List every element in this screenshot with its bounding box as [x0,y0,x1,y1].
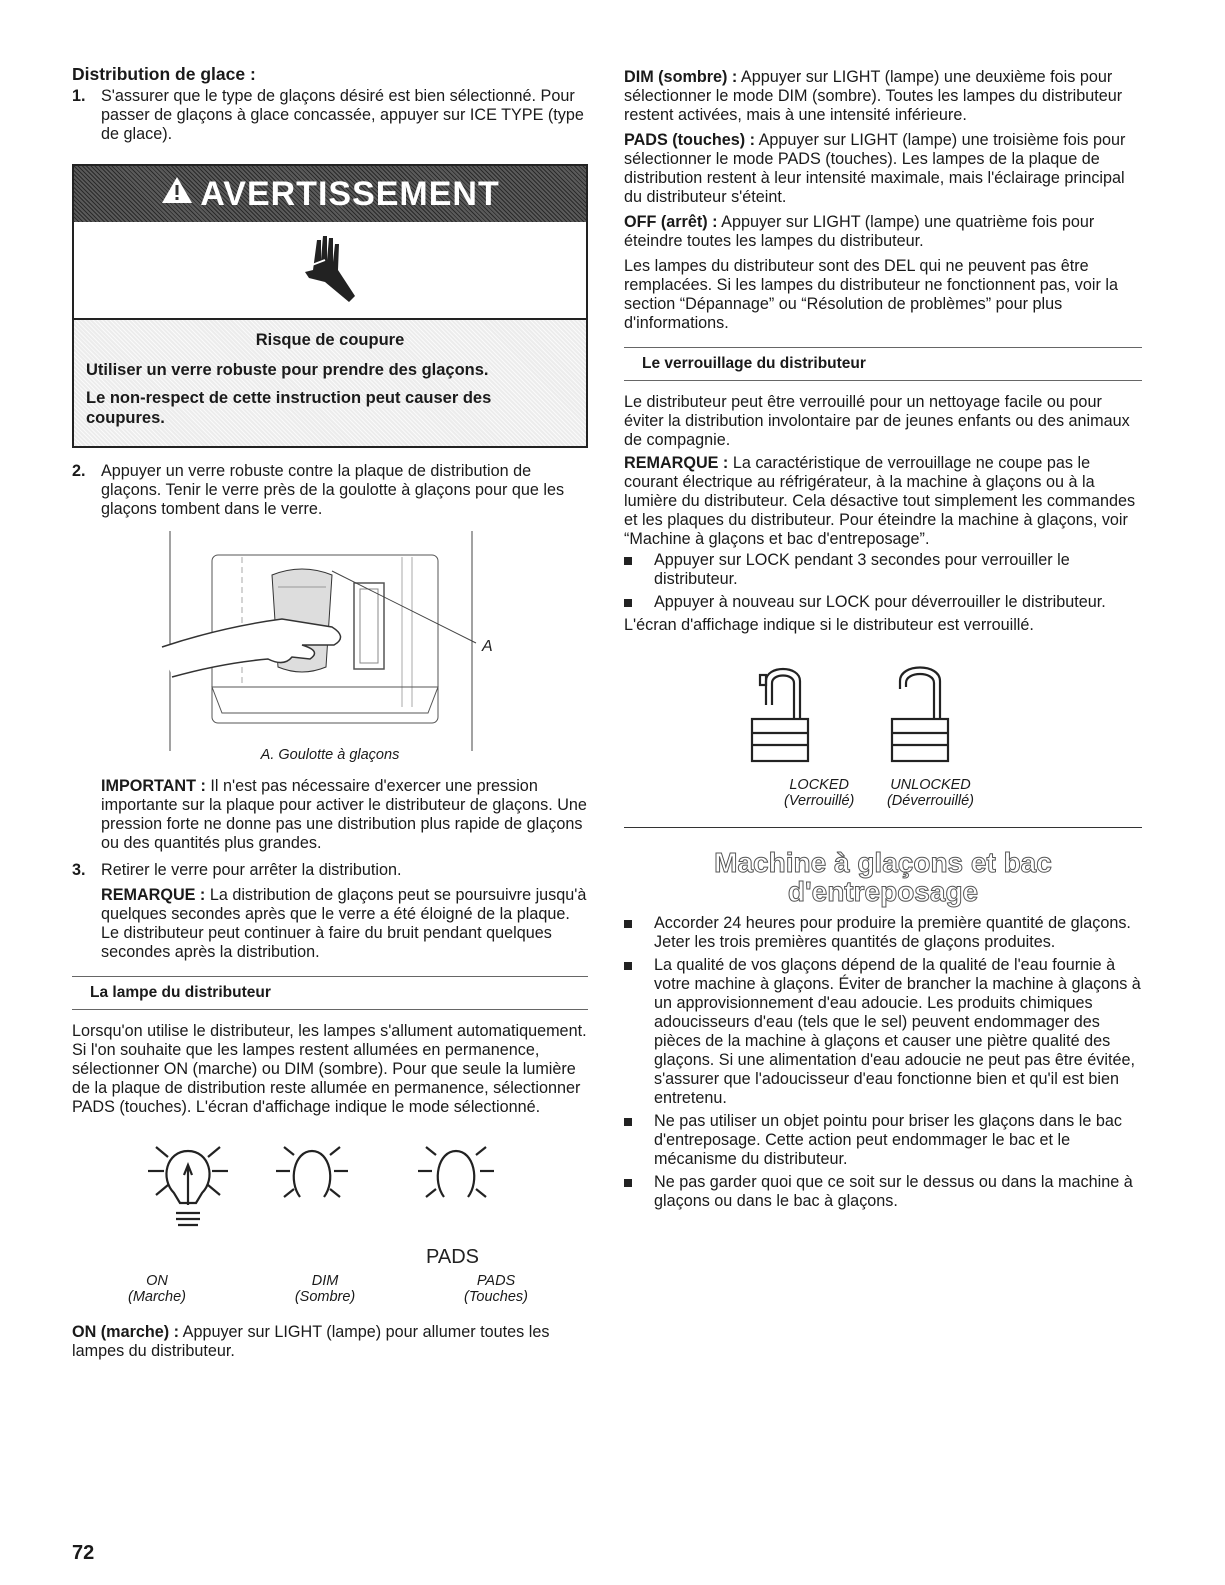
list-item [624,1112,1142,1169]
remarque-note [72,886,588,962]
lock-screen-text: L'écran d'affichage indique si le distributeur est verrouillé. [624,616,1034,634]
del-paragraph: Les lampes du distributeur sont des DEL qui ne peuvent pas être remplacées. Si les lampes du distributeur ne fonctionnent pas, voir la section “Dépannage” ou “Résolution de problèmes” pour plus d'informations. [624,257,1118,332]
lock-unlocked-label [887,777,974,809]
pads-paragraph [624,131,1142,207]
light-dim-icon [276,1147,348,1197]
ice-heading-line-2: d'entreposage [787,876,979,907]
figure-caption: A. Goulotte à glaçons [260,747,400,763]
ice-dispensing-heading: Distribution de glace : [72,64,256,84]
step-number: 1. [72,87,86,105]
lamp-section-heading: La lampe du distributeur [72,976,588,1010]
lock-remarque-text: La caractéristique de verrouillage ne coupe pas le courant électrique au réfrigérateur, à la machine à glaçons ou à la lumière du distributeur. Cela désactive tout simplement les commandes et les plaques du distributeur. Pour éteindre la machine à glaçons, voir “Machine à glaçons et bac d'entreposage”. [624,454,1136,548]
step-2 [72,462,588,519]
step-3 [72,861,588,880]
remarque-label: REMARQUE : [101,886,206,904]
dim-label: DIM (sombre) : [624,68,738,86]
figure-label-a: A [482,638,493,655]
ice-heading-line-1: Machine à glaçons et bac [714,847,1052,878]
right-column [624,68,1142,1215]
lock-section-heading: Le verrouillage du distributeur [624,347,1142,381]
bullet-icon [624,962,632,970]
locked-icon [752,669,808,761]
bullet-icon [624,1179,632,1187]
lock-remarque [624,454,1142,549]
dispenser-figure [72,527,588,755]
warning-header [74,166,586,222]
mode-label: ON [146,1273,168,1289]
pads-text: Appuyer sur LIGHT (lampe) une troisième fois pour sélectionner le mode PADS (touches). Les lampes de la plaque de distribution restent à leur intensité maximale, mais l'éclairage principal du distributeur s'éteint. [624,131,1126,206]
mode-label: DIM [311,1273,339,1289]
on-text: Appuyer sur LIGHT (lampe) pour allumer toutes les lampes du distributeur. [72,1323,550,1360]
warning-triangle-icon [160,175,194,214]
important-text: Il n'est pas nécessaire d'exercer une pression importante sur la plaque pour activer le distributeur de glaçons. Une pression forte ne donne pas une distribution plus rapide de glaçons ou des quantités plus grandes. [101,777,587,852]
lock-sub: (Déverrouillé) [886,793,974,809]
bullet-icon [624,557,632,565]
dim-text: Appuyer sur LIGHT (lampe) une deuxième fois pour sélectionner le mode DIM (sombre). Toutes les lampes du distributeur restent activées, mais à une intensité inférieure. [624,68,1123,124]
dim-paragraph [624,68,1142,125]
lock-locked-label [784,777,854,809]
important-note [72,777,588,853]
bullet-text: Ne pas garder quoi que ce soit sur le dessus ou dans la machine à glaçons ou dans le bac à glaçons. [654,1173,1133,1210]
light-mode-labels [128,1273,528,1305]
off-label: OFF (arrêt) : [624,213,718,231]
page-number: 72 [72,1542,95,1564]
lock-figure [624,659,1142,769]
pads-icon-text: PADS [426,1246,479,1267]
left-column [72,64,588,1361]
bullet-text: Accorder 24 heures pour produire la première quantité de glaçons. Jeter les trois premières quantités de glaçons produites. [654,914,1131,951]
remarque-text: La distribution de glaçons peut se poursuivre jusqu'à quelques secondes après que le verre a été éloigné de la plaque. Le distributeur peut continuer à faire du bruit pendant quelques secondes après la distribution. [101,886,587,961]
mode-label: PADS [476,1273,516,1289]
list-item [624,551,1142,589]
pads-label: PADS (touches) : [624,131,756,149]
dispenser-illustration [72,527,588,755]
step-text: S'assurer que le type de glaçons désiré est bien sélectionné. Pour passer de glaçons à glace concassée, appuyer sur ICE TYPE (type de glace). [101,87,584,143]
warning-title: AVERTISSEMENT [200,174,500,213]
off-text: Appuyer sur LIGHT (lampe) une quatrième fois pour éteindre toutes les lampes du distributeur. [624,213,1095,250]
list-item [624,914,1142,952]
on-paragraph [72,1323,588,1361]
step-1 [72,87,588,144]
list-item [624,593,1142,612]
mode-sub: (Touches) [464,1289,528,1305]
off-paragraph [624,213,1142,251]
mode-sub: (Sombre) [294,1289,356,1305]
divider [624,827,1142,828]
lock-labels [784,777,974,809]
lock-label: LOCKED [789,777,849,793]
light-pads-icon [418,1147,494,1197]
bullet-icon [624,920,632,928]
mode-on [128,1273,186,1305]
step-number: 2. [72,462,86,480]
important-label: IMPORTANT : [101,777,206,795]
step-text: Retirer le verre pour arrêter la distribution. [101,861,402,879]
bullet-icon [624,1118,632,1126]
warning-line-1: Utiliser un verre robuste pour prendre des glaçons. [86,361,489,379]
bullet-text: Appuyer à nouveau sur LOCK pour déverrouiller le distributeur. [654,593,1106,611]
lock-remarque-label: REMARQUE : [624,454,729,472]
lock-sub: (Verrouillé) [784,793,855,809]
unlocked-icon [892,668,948,762]
ice-maker-heading [624,848,1142,906]
list-item [624,956,1142,1108]
on-label: ON (marche) : [72,1323,180,1341]
bullet-icon [624,599,632,607]
light-on-icon [148,1147,228,1225]
lamp-text: Lorsqu'on utilise le distributeur, les lampes s'allument automatiquement. Si l'on souhaite que les lampes restent allumées en permanence, sélectionner ON (marche) ou DIM (sombre). Pour que seule la lumière de la plaque de distribution reste allumée en permanence, sélectionner PADS (touches). L'écran d'affichage indique le mode sélectionné. [72,1022,587,1116]
warning-line-2: Le non-respect de cette instruction peut causer des coupures. [86,389,492,427]
step-number: 3. [72,861,86,879]
mode-dim [295,1273,355,1305]
bullet-text: La qualité de vos glaçons dépend de la qualité de l'eau fournie à votre machine à glaçons. Éviter de brancher la machine à glaçons à un approvisionnement d'eau adoucie. Les produits chimiques adoucisseurs d'eau (tels que le sel) peuvent endommager des pièces de la machine à glaçons et causer une piètre qualité des glaçons. Si une alimentation d'eau adoucie ne peut pas être évitée, s'assurer que l'adoucisseur d'eau fonctionne bien et qu'il est bien entretenu. [654,956,1141,1107]
bullet-text: Ne pas utiliser un objet pointu pour briser les glaçons dans le bac d'entreposage. Cette action peut endommager le bac et le mécanisme du distributeur. [654,1112,1122,1168]
warning-body [74,320,586,446]
mode-sub: (Marche) [128,1289,187,1305]
lock-label: UNLOCKED [890,777,971,793]
warning-risk: Risque de coupure [255,331,405,349]
lock-icons [624,659,1142,769]
lock-text: Le distributeur peut être verrouillé pour un nettoyage facile ou pour éviter la distribution involontaire par de jeunes enfants ou des animaux de compagnie. [624,393,1130,449]
bullet-text: Appuyer sur LOCK pendant 3 secondes pour verrouiller le distributeur. [654,551,1070,588]
light-mode-icons [72,1135,588,1267]
warning-box [72,164,588,448]
light-modes-figure [72,1135,588,1267]
cut-hazard-icon [74,222,586,320]
step-text: Appuyer un verre robuste contre la plaque de distribution de glaçons. Tenir le verre près de la goulotte à glaçons pour que les glaçons tombent dans le verre. [101,462,565,518]
list-item [624,1173,1142,1211]
mode-pads [464,1273,528,1305]
